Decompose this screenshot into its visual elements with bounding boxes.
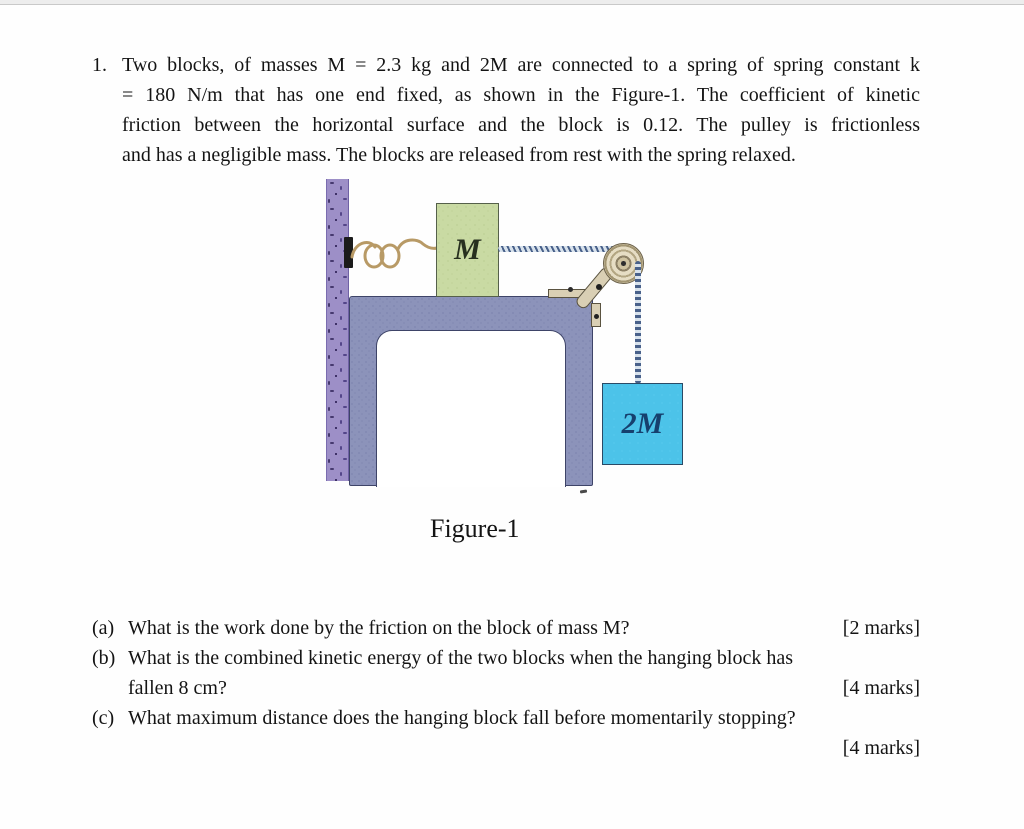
block-m-label: M: [454, 233, 481, 266]
question-c-row: [92, 703, 920, 733]
table: [349, 296, 593, 486]
question-b-text-line2: fallen 8 cm?: [128, 677, 227, 699]
spring: [349, 228, 439, 274]
problem-line-2: = 180 N/m that has one end fixed, as shown in the Figure-1. The coefficient of kinetic: [122, 84, 920, 106]
questions-list: [92, 613, 920, 763]
question-a-row: [92, 613, 920, 643]
pulley-bracket-bolt: [596, 284, 602, 290]
question-c-text: What maximum distance does the hanging block fall before momentarily stopping?: [128, 707, 796, 729]
block-2m: [602, 383, 683, 465]
figure-caption: Figure-1: [430, 514, 520, 543]
problem-line-1: Two blocks, of masses M = 2.3 kg and 2M are connected to a spring of spring constant k: [122, 54, 920, 76]
question-b-marks: [4 marks]: [842, 677, 920, 699]
question-b-indent: [92, 673, 128, 703]
block-2m-label: 2M: [621, 407, 664, 440]
question-b-row: [92, 643, 920, 673]
question-b-text-line1: What is the combined kinetic energy of the two blocks when the hanging block has: [128, 647, 794, 669]
pulley-mount-tab-bolt: [594, 314, 599, 319]
question-a-label: (a): [92, 617, 115, 639]
spring-coil-icon: [349, 228, 439, 274]
table-opening: [376, 330, 566, 488]
spring-wall-mount: [344, 237, 353, 268]
problem-text: [122, 50, 920, 170]
question-c-marks: [4 marks]: [842, 737, 920, 759]
question-b-label: (b): [92, 647, 116, 669]
question-a-marks: [2 marks]: [842, 617, 920, 639]
pulley-mount-screw: [568, 287, 573, 292]
pulley-bracket-arm: [574, 265, 615, 310]
rope-vertical: [635, 261, 641, 384]
problem-statement: [92, 50, 920, 170]
scan-artifact: [580, 490, 587, 494]
question-b-row-2: [92, 673, 920, 703]
block-m: [436, 203, 499, 297]
question-a-text: What is the work done by the friction on the block of mass M?: [128, 617, 630, 639]
pulley: [603, 243, 644, 284]
problem-line-3: friction between the horizontal surface and the block is 0.12. The pulley is frictionless: [122, 114, 920, 136]
page-top-border: [0, 0, 1024, 5]
question-c-spacer: [128, 733, 843, 763]
problem-number: 1.: [92, 54, 107, 76]
question-c-row-2: [92, 733, 920, 763]
pulley-mount-plate: [548, 289, 594, 298]
wall: [326, 179, 349, 481]
question-c-label: (c): [92, 707, 115, 729]
pulley-mount-tab: [591, 303, 601, 327]
question-c-indent: [92, 733, 128, 763]
rope-horizontal: [498, 246, 620, 252]
problem-line-4: and has a negligible mass. The blocks are released from rest with the spring relaxed.: [122, 144, 796, 166]
